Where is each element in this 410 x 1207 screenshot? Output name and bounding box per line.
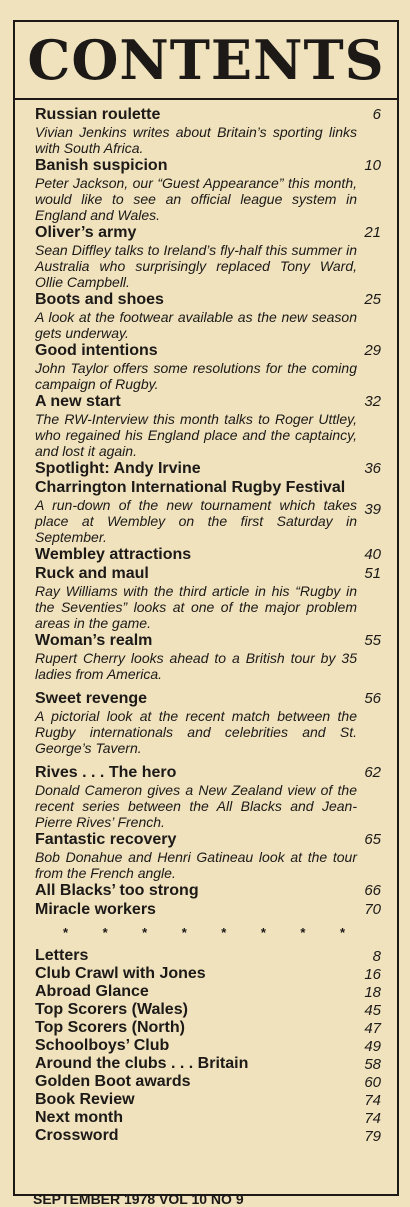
feature-entry: [35, 631, 391, 682]
star-separator: [15, 919, 397, 942]
page-number: 45: [364, 1002, 381, 1019]
page-number: 66: [364, 882, 381, 899]
page-number: 8: [372, 948, 381, 965]
feature-headline: Woman’s realm: [35, 632, 153, 649]
feature-entry: [35, 830, 391, 881]
feature-headline: A new start: [35, 393, 121, 410]
contents-frame: [13, 20, 399, 1196]
page-number: 21: [364, 224, 381, 241]
feature-description: Vivian Jenkins writes about Britain’s sporting links with South Africa.: [35, 124, 357, 156]
feature-headline: All Blacks’ too strong: [35, 882, 199, 899]
separator-star: *: [339, 925, 345, 940]
feature-description: The RW-Interview this month talks to Roger Uttley, who regained his England place and the captaincy, and lost it again.: [35, 411, 357, 459]
page-title: CONTENTS: [27, 28, 385, 92]
regular-entry: [35, 1091, 391, 1109]
page-number: 32: [364, 393, 381, 410]
regular-entry: [35, 947, 391, 965]
page-number: 6: [372, 106, 381, 123]
feature-entry: [35, 689, 391, 756]
feature-headline: Wembley attractions: [35, 546, 192, 563]
regular-entry: [35, 1073, 391, 1091]
page-number: 49: [364, 1038, 381, 1055]
page-number: 60: [364, 1074, 381, 1091]
page-number: 79: [364, 1128, 381, 1145]
feature-description: Donald Cameron gives a New Zealand view of the recent series between the All Blacks and Jean-Pierre Rives’ French.: [35, 782, 357, 830]
page-number: 56: [364, 690, 381, 707]
feature-entry: [35, 763, 391, 830]
regular-headline: Next month: [35, 1109, 123, 1126]
separator-star: *: [221, 925, 227, 940]
separator-star: *: [300, 925, 306, 940]
separator-star: *: [102, 925, 108, 940]
regular-entry: [35, 1055, 391, 1073]
page-number: 18: [364, 984, 381, 1001]
issue-line: SEPTEMBER 1978 VOL 10 NO 9: [33, 1191, 244, 1207]
regular-entry: [35, 1127, 391, 1145]
regular-entry: [35, 1001, 391, 1019]
feature-headline: Banish suspicion: [35, 157, 168, 174]
page-number: 74: [364, 1092, 381, 1109]
page-number: 40: [364, 546, 381, 563]
feature-entry: [35, 156, 391, 223]
page-number: 55: [364, 632, 381, 649]
separator-star: *: [63, 925, 69, 940]
regular-headline: Top Scorers (North): [35, 1019, 185, 1036]
feature-entry: [35, 459, 391, 478]
feature-headline: Charrington International Rugby Festival: [35, 479, 346, 496]
regular-entry: [35, 965, 391, 983]
page-number: 70: [364, 901, 381, 918]
feature-headline: Rives . . . The hero: [35, 764, 177, 781]
feature-headline: Miracle workers: [35, 901, 156, 918]
regular-entry: [35, 1109, 391, 1127]
feature-description: Sean Diffley talks to Ireland’s fly-half this summer in Australia who surprisingly replaced Tony Ward, Ollie Campbell.: [35, 242, 357, 290]
feature-entry: [35, 545, 391, 564]
feature-entry: [35, 223, 391, 290]
regular-headline: Around the clubs . . . Britain: [35, 1055, 249, 1072]
feature-headline: Ruck and maul: [35, 565, 149, 582]
page-number: 51: [364, 565, 381, 582]
feature-entry: [35, 105, 391, 156]
feature-headline: Sweet revenge: [35, 690, 148, 707]
feature-entry: [35, 392, 391, 459]
regular-headline: Crossword: [35, 1127, 119, 1144]
regular-headline: Abroad Glance: [35, 983, 149, 1000]
regular-entry: [35, 1037, 391, 1055]
feature-description: Bob Donahue and Henri Gatineau look at the tour from the French angle.: [35, 849, 357, 881]
feature-entry: [35, 564, 391, 631]
feature-description: A run-down of the new tournament which takes place at Wembley on the first Saturday in September.: [35, 497, 357, 545]
regular-headline: Letters: [35, 947, 89, 964]
feature-description: A pictorial look at the recent match between the Rugby internationals and celebrities and St. George’s Tavern.: [35, 708, 357, 756]
page-number: 47: [364, 1020, 381, 1037]
feature-list: [15, 100, 397, 919]
regular-headline: Book Review: [35, 1091, 135, 1108]
regular-headline: Schoolboys’ Club: [35, 1037, 170, 1054]
footer-band: [13, 1191, 399, 1207]
separator-star: *: [260, 925, 266, 940]
page-number: 39: [364, 501, 381, 518]
feature-headline: Boots and shoes: [35, 291, 164, 308]
feature-entry: [35, 341, 391, 392]
page-number: 74: [364, 1110, 381, 1127]
feature-headline: Oliver’s army: [35, 224, 137, 241]
feature-entry: [35, 290, 391, 341]
regular-headline: Top Scorers (Wales): [35, 1001, 188, 1018]
feature-description: A look at the footwear available as the new season gets underway.: [35, 309, 357, 341]
page-number: 58: [364, 1056, 381, 1073]
feature-entry: [35, 881, 391, 900]
regular-list: [15, 942, 397, 1145]
feature-headline: Good intentions: [35, 342, 158, 359]
page-number: 62: [364, 764, 381, 781]
regular-entry: [35, 1019, 391, 1037]
feature-entry: [35, 900, 391, 919]
regular-headline: Club Crawl with Jones: [35, 965, 206, 982]
feature-entry: [35, 478, 391, 545]
page-number: 10: [364, 157, 381, 174]
page-number: 25: [364, 291, 381, 308]
feature-description: Peter Jackson, our “Guest Appearance” this month, would like to see an official league system in England and Wales.: [35, 175, 357, 223]
separator-star: *: [181, 925, 187, 940]
regular-entry: [35, 983, 391, 1001]
page-number: 36: [364, 460, 381, 477]
page-number: 16: [364, 966, 381, 983]
contents-title-box: [15, 22, 397, 100]
feature-headline: Russian roulette: [35, 106, 161, 123]
regular-headline: Golden Boot awards: [35, 1073, 191, 1090]
feature-headline: Spotlight: Andy Irvine: [35, 460, 201, 477]
feature-description: John Taylor offers some resolutions for the coming campaign of Rugby.: [35, 360, 357, 392]
feature-description: Ray Williams with the third article in his “Rugby in the Seventies” looks at one of the major problem areas in the game.: [35, 583, 357, 631]
page-number: 65: [364, 831, 381, 848]
separator-star: *: [142, 925, 148, 940]
feature-description: Rupert Cherry looks ahead to a British tour by 35 ladies from America.: [35, 650, 357, 682]
feature-headline: Fantastic recovery: [35, 831, 177, 848]
page-number: 29: [364, 342, 381, 359]
